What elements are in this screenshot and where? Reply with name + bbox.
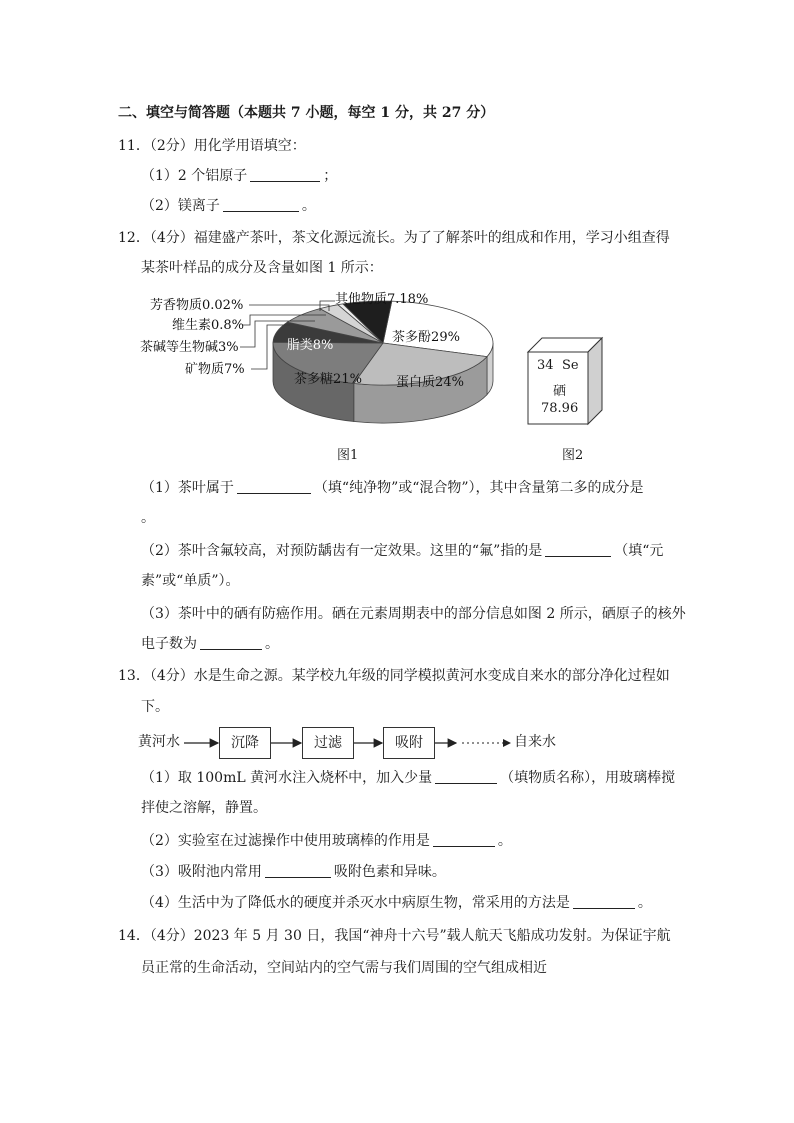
section-title: 二、填空与简答题（本题共 7 小题，每空 1 分，共 27 分） <box>118 105 495 121</box>
q11-part2-end: 。 <box>301 198 316 214</box>
q13-part3 <box>141 862 446 882</box>
element-symbol: Se <box>562 358 579 373</box>
q13-part4-a: （4）生活中为了降低水的硬度并杀灭水中病原生物，常采用的方法是 <box>141 895 570 911</box>
q11-part1 <box>141 166 337 186</box>
answer-blank[interactable] <box>237 479 311 494</box>
q14-stem-line1: 14．（4分）2023 年 5 月 30 日，我国“神舟十六号”载人航天飞船成功发射。为保证宇航 <box>118 928 671 944</box>
q12-part3-c: 。 <box>265 636 279 652</box>
pie-label-3: 脂类8% <box>286 338 334 353</box>
q12-part3-b: 电子数为 <box>141 636 197 652</box>
q11-part2-text: （2）镁离子 <box>141 198 220 214</box>
q13-part1-end: 拌使之溶解，静置。 <box>141 800 267 816</box>
q14-stem-line2: 员正常的生命活动，空间站内的空气需与我们周围的空气组成相近 <box>141 960 547 976</box>
q12-part1 <box>141 478 644 498</box>
figure2-caption: 图2 <box>562 448 584 463</box>
q13-part2-a: （2）实验室在过滤操作中使用玻璃棒的作用是 <box>141 833 430 849</box>
element-number: 34 <box>537 358 554 373</box>
pie-label-5: 茶碱等生物碱3% <box>140 340 239 355</box>
pie-label-group <box>140 291 464 390</box>
q12-part1-a: （1）茶叶属于 <box>141 480 234 496</box>
flow-step-2: 过滤 <box>302 727 354 759</box>
flow-step-1: 沉降 <box>219 727 271 759</box>
q13-stem-line1: 13．（4分）水是生命之源。某学校九年级的同学模拟黄河水变成自来水的部分净化过程如 <box>118 668 670 684</box>
q13-part1-b: （填物质名称），用玻璃棒搅 <box>500 770 676 786</box>
q12-part1-end: 。 <box>141 510 155 526</box>
q12-part2 <box>141 541 663 561</box>
flow-start: 黄河水 <box>138 734 180 750</box>
pie-label-2: 茶多糖21% <box>294 372 362 387</box>
q11-part1-end: ； <box>323 168 338 184</box>
answer-blank[interactable] <box>435 769 497 784</box>
q12-part1-b: （填“纯净物”或“混合物”），其中含量第二多的成分是 <box>313 480 644 496</box>
q12-part3: （3）茶叶中的硒有防癌作用。硒在元素周期表中的部分信息如图 2 所示，硒原子的核外 <box>141 606 686 622</box>
pie-label-8: 其他物质7.18% <box>335 292 429 307</box>
pie-label-6: 维生素0.8% <box>172 318 245 333</box>
q11-part2 <box>141 196 316 216</box>
q11-stem: 11．（2分）用化学用语填空： <box>118 138 306 154</box>
q13-part2-b: 。 <box>497 833 512 849</box>
cell-side-face <box>588 338 602 424</box>
q13-part3-a: （3）吸附池内常用 <box>141 864 262 880</box>
answer-blank[interactable] <box>250 167 320 182</box>
q12-part2-a: （2）茶叶含氟较高，对预防龋齿有一定效果。这里的“氟”指的是 <box>141 543 543 559</box>
pie-label-0: 茶多酚29% <box>392 330 460 345</box>
pie-label-4: 矿物质7% <box>185 362 245 377</box>
q13-part2 <box>141 831 512 851</box>
element-mass: 78.96 <box>541 401 579 416</box>
answer-blank[interactable] <box>433 832 495 847</box>
q13-part1 <box>141 768 675 788</box>
q13-part3-b: 吸附色素和异味。 <box>333 864 446 880</box>
answer-blank[interactable] <box>573 894 635 909</box>
q13-part4 <box>141 893 652 913</box>
flow-end: 自来水 <box>514 734 556 750</box>
q13-stem-line2: 下。 <box>141 699 169 715</box>
element-name: 硒 <box>553 384 567 399</box>
q12-part2-end: 素”或“单质”）。 <box>141 573 240 589</box>
answer-blank[interactable] <box>200 635 262 650</box>
pie-label-1: 蛋白质24% <box>396 375 464 390</box>
q12-part3-end <box>141 634 279 654</box>
answer-blank[interactable] <box>545 542 611 557</box>
q12-stem-line2: 某茶叶样品的成分及含量如图 1 所示： <box>141 260 383 276</box>
q13-part1-a: （1）取 100mL 黄河水注入烧杯中，加入少量 <box>141 770 433 786</box>
flow-step-3: 吸附 <box>383 727 435 759</box>
answer-blank[interactable] <box>223 197 299 212</box>
q11-part1-text: （1）2 个铝原子 <box>141 168 248 184</box>
answer-blank[interactable] <box>265 863 331 878</box>
pie-label-7: 芳香物质0.02% <box>150 298 244 313</box>
q12-stem-line1: 12．（4分）福建盛产茶叶，茶文化源远流长。为了了解茶叶的组成和作用，学习小组查得 <box>118 230 670 246</box>
q12-part2-b: （填“元 <box>614 543 664 559</box>
q13-part4-b: 。 <box>637 895 652 911</box>
figure1-caption: 图1 <box>337 448 359 463</box>
pie-chart <box>130 285 510 465</box>
